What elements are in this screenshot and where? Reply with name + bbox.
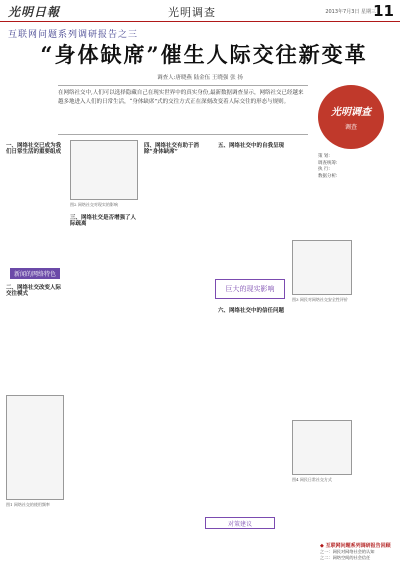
credit-line: 执 行: xyxy=(318,167,330,172)
related-item[interactable]: 之一：网民对网络社会的认知 xyxy=(320,549,375,554)
figure-4 xyxy=(292,420,352,475)
series-title: 互联网问题系列调研报告之三 xyxy=(8,30,139,40)
section-title: 光明调查 xyxy=(168,6,216,19)
credit-line: 调查统筹: xyxy=(318,160,338,166)
newspaper-logo: 光明日報 xyxy=(8,5,61,19)
section-heading: 六、网络社交中的信任问题 xyxy=(218,308,285,314)
body-column-1 xyxy=(6,140,64,265)
section-heading: 五、网络社交中的自我呈现 xyxy=(218,143,285,149)
related-reports xyxy=(320,543,396,561)
body-column-2 xyxy=(70,212,138,512)
figure-caption: 图3 网民对网络社交安全性评价 xyxy=(292,297,348,302)
body-column-1b xyxy=(6,282,64,392)
figure-caption: 图1 网络社交的使用频率 xyxy=(6,502,50,507)
figure-caption: 图2 网络社交对现实的影响 xyxy=(70,202,118,207)
figure-1 xyxy=(6,395,64,500)
headline: “身体缺席”催生人际交往新变革 xyxy=(40,42,368,67)
related-item[interactable]: 之二：网络空间的社会信任 xyxy=(320,555,371,560)
page-number: 11 xyxy=(373,2,394,20)
section-heading: 二、网络社交改变人际交往模式 xyxy=(6,285,62,298)
byline: 调查人:唐晓燕 陆金伍 王晓强 张 扬 xyxy=(157,75,243,81)
section-heading: 四、网络社交有助于消除“身体缺席” xyxy=(144,143,200,156)
credits-box xyxy=(318,154,396,180)
body-column-4b xyxy=(218,305,288,515)
bottom-box-title: 对策建议 xyxy=(205,517,275,529)
figure-3 xyxy=(292,240,352,295)
lead-paragraph: 在网络社交中,人们可以选择隐藏自己在现实世界中的真实身份,最新数据调查显示，网络社交已经越来越多地进入人们的日常生活，“身体缺席”式的交往方式正在深刻改变着人际交往的形态与规则。 xyxy=(58,85,308,135)
left-box-title: 新闻的网络特色 xyxy=(10,268,60,279)
survey-badge xyxy=(318,85,384,149)
section-heading: 三、网络社交是否增强了人际疏离 xyxy=(70,215,137,228)
figure-caption: 图4 网民日常社交方式 xyxy=(292,477,332,482)
credit-line: 策 划: xyxy=(318,154,330,159)
section-heading: 一、网络社交已成为我们日常生活的重要组成 xyxy=(6,143,62,156)
body-column-3 xyxy=(144,140,212,500)
badge-title: 光明调查 xyxy=(331,107,371,118)
body-column-4 xyxy=(218,140,288,275)
issue-date: 2013年7月3日 星期三 xyxy=(325,9,376,15)
mid-box-title: 巨大的现实影响 xyxy=(215,279,285,299)
masthead xyxy=(0,0,400,22)
credit-line: 数据分析: xyxy=(318,173,338,179)
badge-subtitle: 调查 xyxy=(344,124,357,131)
related-title: ◆ 互联网问题系列调研报告回顾 xyxy=(320,543,391,549)
figure-2 xyxy=(70,140,138,200)
